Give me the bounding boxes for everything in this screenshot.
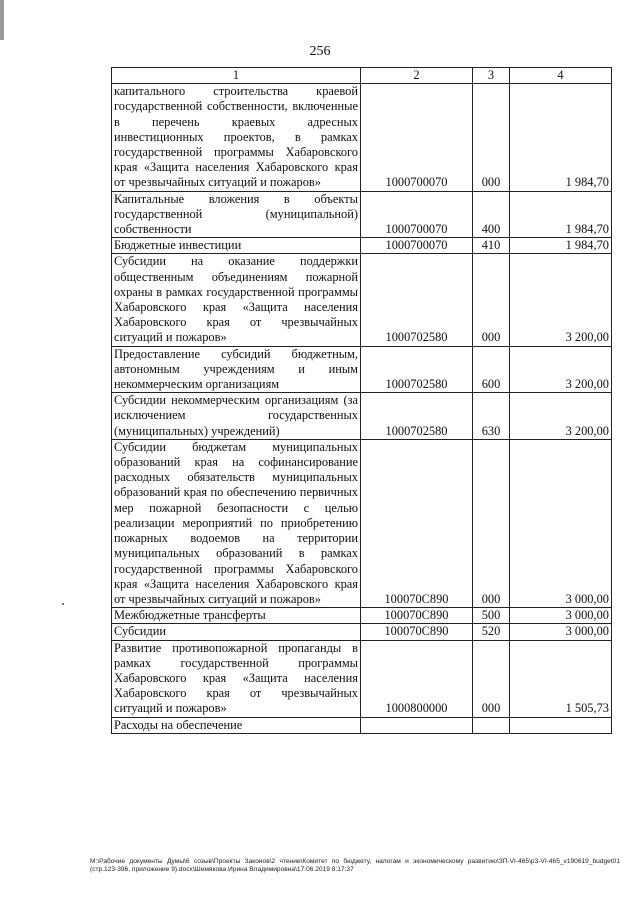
column-header-2: 2: [361, 68, 473, 84]
row-amount: 1 984,70: [510, 84, 612, 191]
table-row: [112, 717, 612, 733]
row-amount: 3 200,00: [510, 254, 612, 346]
row-description: капитального строительства краевой государственной собственности, включенные в перечень краевых адресных инвестиционных проектов, в рамках государственной программы Хабаровского края «Защита населения Хабаровского края от чрезвычайных ситуаций и пожаров»: [112, 84, 361, 191]
table-row: [112, 439, 612, 607]
row-target-code: 1000700070: [361, 238, 473, 254]
row-amount: 1 984,70: [510, 238, 612, 254]
row-description: Субсидии на оказание поддержки общественным объединениям пожарной охраны в рамках государственной программы Хабаровского края «Защита населения Хабаровского края от чрезвычайных ситуаций и пожаров»: [112, 254, 361, 346]
row-description: Бюджетные инвестиции: [112, 238, 361, 254]
column-header-4: 4: [510, 68, 612, 84]
table-row: [112, 608, 612, 624]
row-target-code: 1000800000: [361, 640, 473, 717]
row-target-code: 100070С890: [361, 439, 473, 607]
row-target-code: 1000702580: [361, 346, 473, 393]
row-expense-type: 520: [473, 624, 510, 640]
row-expense-type: 630: [473, 393, 510, 440]
footer-file-path: M:\Рабочие документы Думы\6 созыв\Проекты Законов\2 чтение\Комитет по бюджету, налогам и экономическому развитию\ЗП-VI-465\р3-VI-465_v190619_budget01 (стр.123-396, приложение 9).docx\Шемякова Ирина Владимировна\17.06.2019 8:17:37: [90, 858, 620, 873]
row-amount: 3 000,00: [510, 624, 612, 640]
row-expense-type: 000: [473, 640, 510, 717]
row-amount: 3 000,00: [510, 608, 612, 624]
row-amount: [510, 717, 612, 733]
table-row: [112, 624, 612, 640]
row-description: Межбюджетные трансферты: [112, 608, 361, 624]
table-row: [112, 191, 612, 238]
table-row: [112, 238, 612, 254]
table-row: [112, 393, 612, 440]
row-expense-type: [473, 717, 510, 733]
row-amount: 3 000,00: [510, 439, 612, 607]
row-target-code: 1000702580: [361, 254, 473, 346]
row-target-code: 1000700070: [361, 191, 473, 238]
row-amount: 3 200,00: [510, 346, 612, 393]
row-description: Субсидии: [112, 624, 361, 640]
page-number: 256: [309, 44, 331, 59]
row-target-code: 1000702580: [361, 393, 473, 440]
column-header-3: 3: [473, 68, 510, 84]
row-expense-type: 000: [473, 254, 510, 346]
row-amount: 1 505,73: [510, 640, 612, 717]
table-row: [112, 84, 612, 191]
row-expense-type: 410: [473, 238, 510, 254]
table-row: [112, 640, 612, 717]
row-description: Расходы на обеспечение: [112, 717, 361, 733]
column-header-1: 1: [112, 68, 361, 84]
row-amount: 1 984,70: [510, 191, 612, 238]
row-target-code: 100070С890: [361, 624, 473, 640]
budget-table: [111, 67, 612, 734]
table-row: [112, 346, 612, 393]
table-header-row: [112, 68, 612, 84]
row-expense-type: 000: [473, 439, 510, 607]
row-target-code: [361, 717, 473, 733]
row-description: Предоставление субсидий бюджетным, автономным учреждениям и иным некоммерческим организациям: [112, 346, 361, 393]
row-description: Развитие противопожарной пропаганды в рамках государственной программы Хабаровского края «Защита населения Хабаровского края от чрезвычайных ситуаций и пожаров»: [112, 640, 361, 717]
row-expense-type: 500: [473, 608, 510, 624]
row-description: Субсидии бюджетам муниципальных образований края на софинансирование расходных обязательств муниципальных образований края по обеспечению первичных мер пожарной безопасности с целью реализации мероприятий по приобретению пожарных водоемов на территории муниципальных образований в рамках государственной программы Хабаровского края «Защита населения Хабаровского края от чрезвычайных ситуаций и пожаров»: [112, 439, 361, 607]
scan-margin-mark: [0, 0, 4, 40]
scan-speck: [62, 603, 64, 605]
row-expense-type: 600: [473, 346, 510, 393]
row-expense-type: 000: [473, 84, 510, 191]
table-row: [112, 254, 612, 346]
row-amount: 3 200,00: [510, 393, 612, 440]
row-description: Субсидии некоммерческим организациям (за исключением государственных (муниципальных) учреждений): [112, 393, 361, 440]
row-expense-type: 400: [473, 191, 510, 238]
row-target-code: 1000700070: [361, 84, 473, 191]
row-description: Капитальные вложения в объекты государственной (муниципальной) собственности: [112, 191, 361, 238]
row-target-code: 100070С890: [361, 608, 473, 624]
